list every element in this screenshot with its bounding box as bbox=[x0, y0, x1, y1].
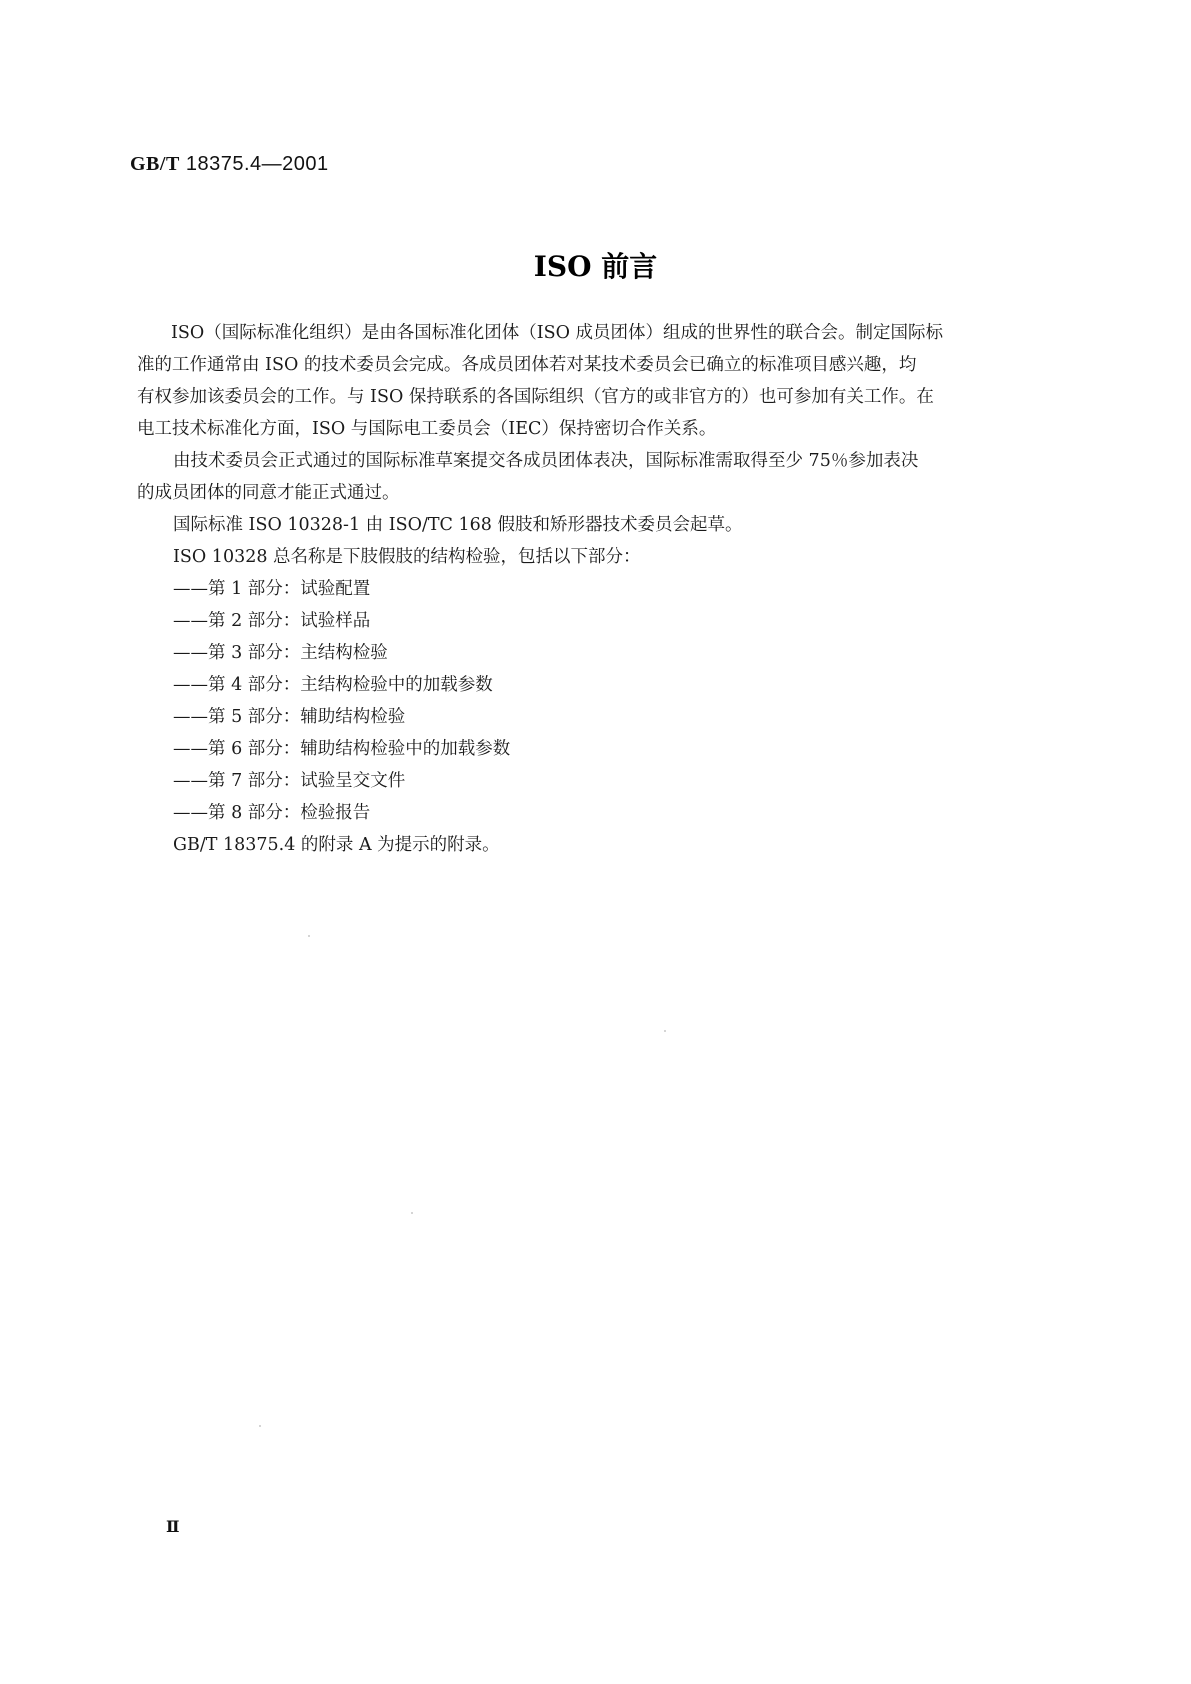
paragraph-voting bbox=[137, 445, 1063, 509]
scan-speck bbox=[664, 1030, 666, 1032]
paragraph-general-title bbox=[173, 541, 1063, 573]
text-line: ISO（国际标准化组织）是由各国标准化团体（ISO 成员团体）组成的世界性的联合会。制定国际标 bbox=[171, 323, 944, 343]
text-line: 的成员团体的同意才能正式通过。 bbox=[137, 483, 400, 503]
list-item-part-3: ——第 3 部分：主结构检验 bbox=[173, 643, 388, 663]
list-item-part-6: ——第 6 部分：辅助结构检验中的加载参数 bbox=[173, 739, 511, 759]
text-line: 有权参加该委员会的工作。与 ISO 保持联系的各国际组织（官方的或非官方的）也可参加有关工作。在 bbox=[137, 387, 934, 407]
text-line: ISO 10328 总名称是下肢假肢的结构检验，包括以下部分： bbox=[173, 547, 641, 567]
standard-number-header bbox=[130, 153, 329, 176]
list-item-part-2: ——第 2 部分：试验样品 bbox=[173, 611, 371, 631]
scan-speck bbox=[308, 935, 310, 937]
document-body bbox=[137, 317, 1063, 861]
list-item-part-7: ——第 7 部分：试验呈交文件 bbox=[173, 771, 406, 791]
text-line: 国际标准 ISO 10328-1 由 ISO/TC 168 假肢和矫形器技术委员会起草。 bbox=[173, 515, 743, 535]
paragraph-drafting bbox=[173, 509, 1063, 541]
closing-note: GB/T 18375.4 的附录 A 为提示的附录。 bbox=[173, 835, 500, 855]
page-number: Ⅱ bbox=[166, 1517, 180, 1536]
scan-speck bbox=[259, 1425, 261, 1427]
list-item-part-5: ——第 5 部分：辅助结构检验 bbox=[173, 707, 406, 727]
list-item-part-8: ——第 8 部分：检验报告 bbox=[173, 803, 371, 823]
list-item-part-4: ——第 4 部分：主结构检验中的加载参数 bbox=[173, 675, 493, 695]
standard-code: 18375.4—2001 bbox=[185, 153, 329, 175]
scan-speck bbox=[411, 1212, 413, 1214]
page-title: ISO 前言 bbox=[533, 250, 658, 283]
list-item-part-1: ——第 1 部分：试验配置 bbox=[173, 579, 371, 599]
text-line: 由技术委员会正式通过的国际标准草案提交各成员团体表决，国际标准需取得至少 75％参加表决 bbox=[173, 451, 919, 471]
paragraph-iso-intro bbox=[137, 317, 1063, 445]
text-line: 准的工作通常由 ISO 的技术委员会完成。各成员团体若对某技术委员会已确立的标准项目感兴趣，均 bbox=[137, 355, 917, 375]
parts-list bbox=[173, 573, 1063, 829]
text-line: 电工技术标准化方面，ISO 与国际电工委员会（IEC）保持密切合作关系。 bbox=[137, 419, 717, 439]
standard-prefix: GB/T bbox=[130, 153, 180, 175]
